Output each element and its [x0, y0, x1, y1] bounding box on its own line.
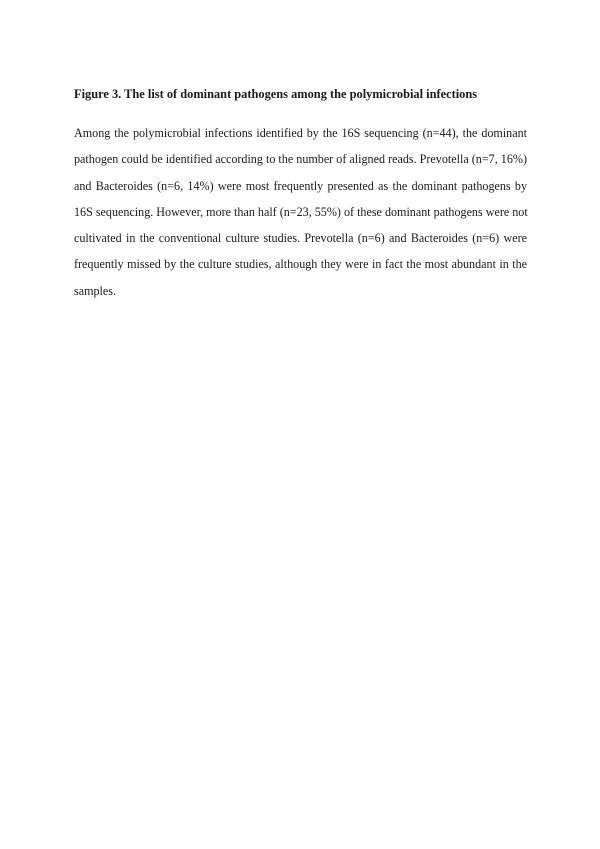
paragraph-line: frequently missed by the culture studies, although they were in fact the most abundant in the: [74, 257, 527, 272]
paragraph-line: pathogen could be identified according to the number of aligned reads. Prevotella (n=7, 16%): [74, 152, 527, 167]
paragraph-line: samples.: [74, 283, 116, 298]
body-paragraph: [74, 120, 527, 304]
paragraph-line: and Bacteroides (n=6, 14%) were most frequently presented as the dominant pathogens by: [74, 178, 527, 193]
paragraph-line: Among the polymicrobial infections identified by the 16S sequencing (n=44), the dominant: [74, 126, 527, 140]
figure-caption-heading: Figure 3. The list of dominant pathogens among the polymicrobial infections: [74, 87, 478, 101]
paragraph-line: 16S sequencing. However, more than half (n=23, 55%) of these dominant pathogens were not: [74, 204, 528, 219]
paragraph-line: cultivated in the conventional culture studies. Prevotella (n=6) and Bacteroides (n=6) were: [74, 231, 527, 246]
